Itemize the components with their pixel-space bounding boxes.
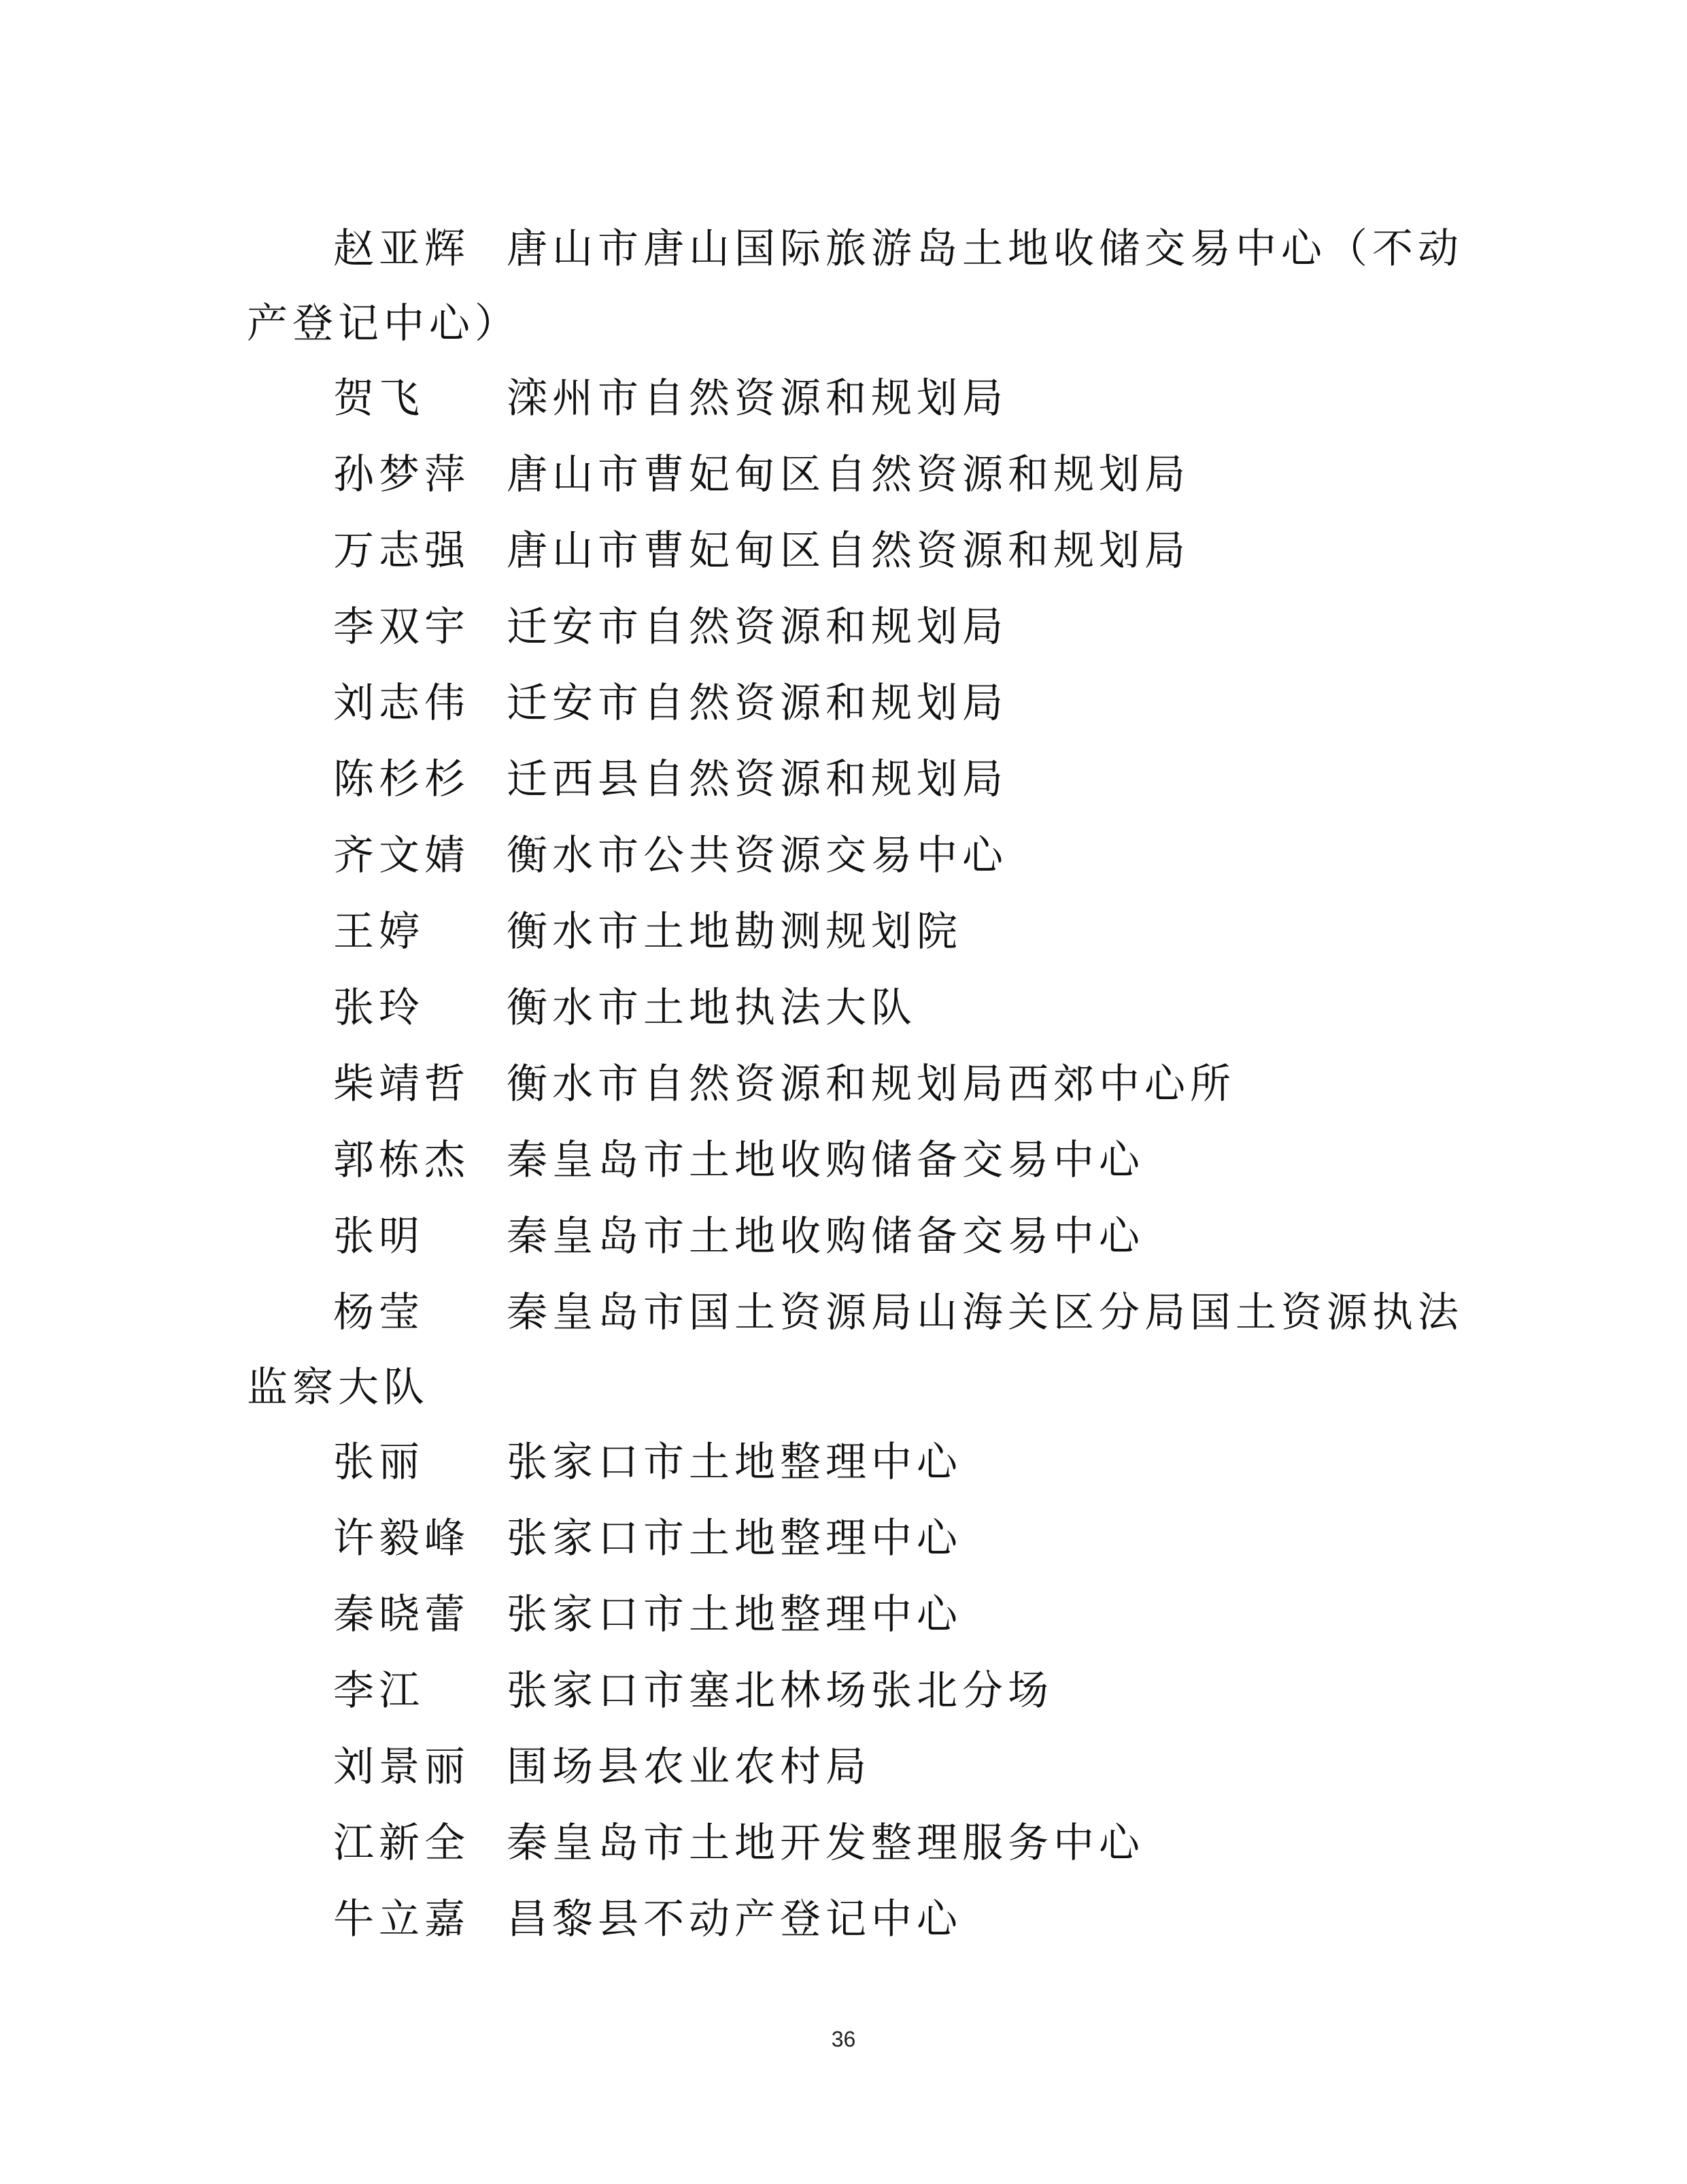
organization-continued: 产登记中心） bbox=[247, 300, 520, 348]
organization: 唐山市曹妃甸区自然资源和规划局 bbox=[507, 451, 1190, 499]
organization-continued: 监察大队 bbox=[247, 1364, 429, 1411]
organization: 昌黎县不动产登记中心 bbox=[507, 1896, 962, 1943]
organization: 秦皇岛市土地收购储备交易中心 bbox=[507, 1137, 1144, 1184]
organization: 张家口市土地整理中心 bbox=[507, 1591, 962, 1639]
person-name: 陈杉杉 bbox=[333, 756, 470, 803]
person-name: 刘景丽 bbox=[333, 1743, 470, 1791]
organization: 衡水市自然资源和规划局西郊中心所 bbox=[507, 1060, 1236, 1108]
organization: 迁安市自然资源和规划局 bbox=[507, 603, 1008, 651]
organization: 张家口市塞北林场张北分场 bbox=[507, 1667, 1053, 1715]
person-name: 孙梦萍 bbox=[333, 451, 470, 499]
person-name: 张玲 bbox=[333, 984, 424, 1032]
organization: 秦皇岛市国土资源局山海关区分局国土资源执法 bbox=[507, 1289, 1463, 1337]
organization: 衡水市土地勘测规划院 bbox=[507, 908, 962, 956]
person-name: 许毅峰 bbox=[333, 1515, 470, 1562]
person-name: 李江 bbox=[333, 1667, 424, 1715]
person-name: 张明 bbox=[333, 1213, 424, 1260]
organization: 围场县农业农村局 bbox=[507, 1743, 871, 1791]
person-name: 李双宇 bbox=[333, 603, 470, 651]
page-number: 36 bbox=[831, 2027, 856, 2051]
organization: 迁西县自然资源和规划局 bbox=[507, 756, 1008, 803]
organization: 唐山市唐山国际旅游岛土地收储交易中心（不动 bbox=[507, 225, 1463, 273]
person-name: 郭栋杰 bbox=[333, 1137, 470, 1184]
organization: 秦皇岛市土地收购储备交易中心 bbox=[507, 1213, 1144, 1260]
person-name: 杨莹 bbox=[333, 1289, 424, 1337]
person-name: 赵亚辉 bbox=[333, 225, 470, 273]
organization: 衡水市土地执法大队 bbox=[507, 984, 917, 1032]
organization: 张家口市土地整理中心 bbox=[507, 1439, 962, 1486]
person-name: 齐文婧 bbox=[333, 832, 470, 879]
organization: 滦州市自然资源和规划局 bbox=[507, 375, 1008, 422]
person-name: 贺飞 bbox=[333, 375, 424, 422]
organization: 唐山市曹妃甸区自然资源和规划局 bbox=[507, 527, 1190, 575]
person-name: 万志强 bbox=[333, 527, 470, 575]
person-name: 刘志伟 bbox=[333, 679, 470, 727]
organization: 迁安市自然资源和规划局 bbox=[507, 679, 1008, 727]
organization: 衡水市公共资源交易中心 bbox=[507, 832, 1008, 879]
organization: 秦皇岛市土地开发整理服务中心 bbox=[507, 1819, 1144, 1867]
person-name: 王婷 bbox=[333, 908, 424, 956]
person-name: 牛立嘉 bbox=[333, 1896, 470, 1943]
person-name: 秦晓蕾 bbox=[333, 1591, 470, 1639]
person-name: 江新全 bbox=[333, 1819, 470, 1867]
person-name: 柴靖哲 bbox=[333, 1060, 470, 1108]
person-name: 张丽 bbox=[333, 1439, 424, 1486]
organization: 张家口市土地整理中心 bbox=[507, 1515, 962, 1562]
